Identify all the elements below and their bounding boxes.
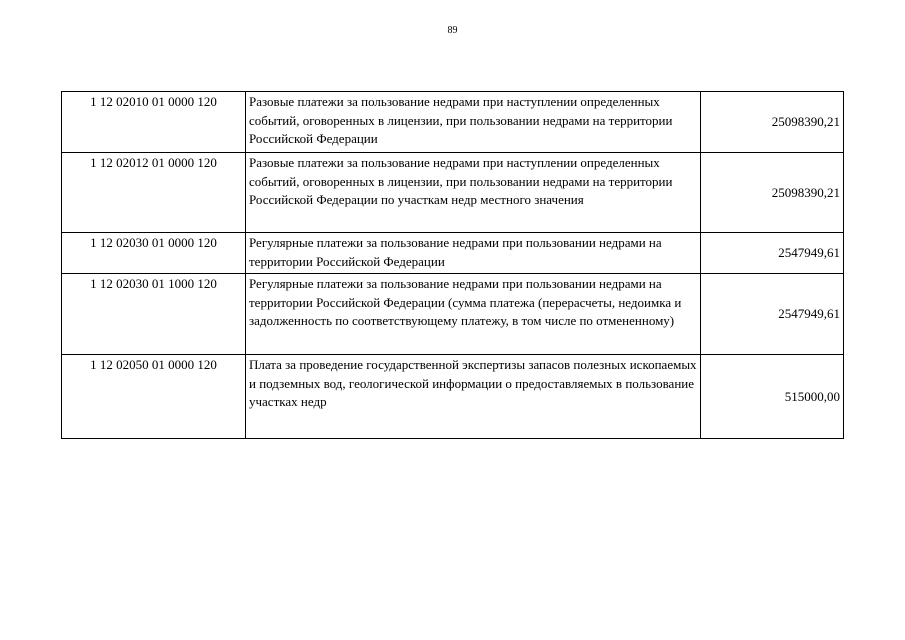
table-row — [62, 355, 844, 439]
amount-cell: 25098390,21 — [701, 153, 844, 233]
amount-cell: 2547949,61 — [701, 274, 844, 355]
amount-cell: 25098390,21 — [701, 92, 844, 153]
amount-cell: 515000,00 — [701, 355, 844, 439]
budget-code-cell: 1 12 02012 01 0000 120 — [62, 153, 246, 233]
table-row — [62, 92, 844, 153]
revenue-name-cell: Разовые платежи за пользование недрами при наступлении определенных событий, оговоренных в лицензии, при пользовании недрами на территории Российской Федерации по участкам недр местного значения — [246, 153, 701, 233]
revenue-table — [61, 91, 844, 439]
table-row — [62, 274, 844, 355]
budget-code-cell: 1 12 02030 01 1000 120 — [62, 274, 246, 355]
table-row — [62, 153, 844, 233]
budget-code-cell: 1 12 02030 01 0000 120 — [62, 233, 246, 274]
revenue-name-cell: Плата за проведение государственной экспертизы запасов полезных ископаемых и подземных вод, геологической информации о предоставляемых в пользование участках недр — [246, 355, 701, 439]
budget-code-cell: 1 12 02010 01 0000 120 — [62, 92, 246, 153]
revenue-name-cell: Регулярные платежи за пользование недрами при пользовании недрами на территории Российской Федерации (сумма платежа (перерасчеты, недоимка и задолженность по соответствующему платежу, в том числе по отмененному) — [246, 274, 701, 355]
page-number: 89 — [447, 25, 458, 36]
revenue-name-cell: Регулярные платежи за пользование недрами при пользовании недрами на территории Российской Федерации — [246, 233, 701, 274]
revenue-name-cell: Разовые платежи за пользование недрами при наступлении определенных событий, оговоренных в лицензии, при пользовании недрами на территории Российской Федерации — [246, 92, 701, 153]
amount-cell: 2547949,61 — [701, 233, 844, 274]
budget-code-cell: 1 12 02050 01 0000 120 — [62, 355, 246, 439]
table-row — [62, 233, 844, 274]
